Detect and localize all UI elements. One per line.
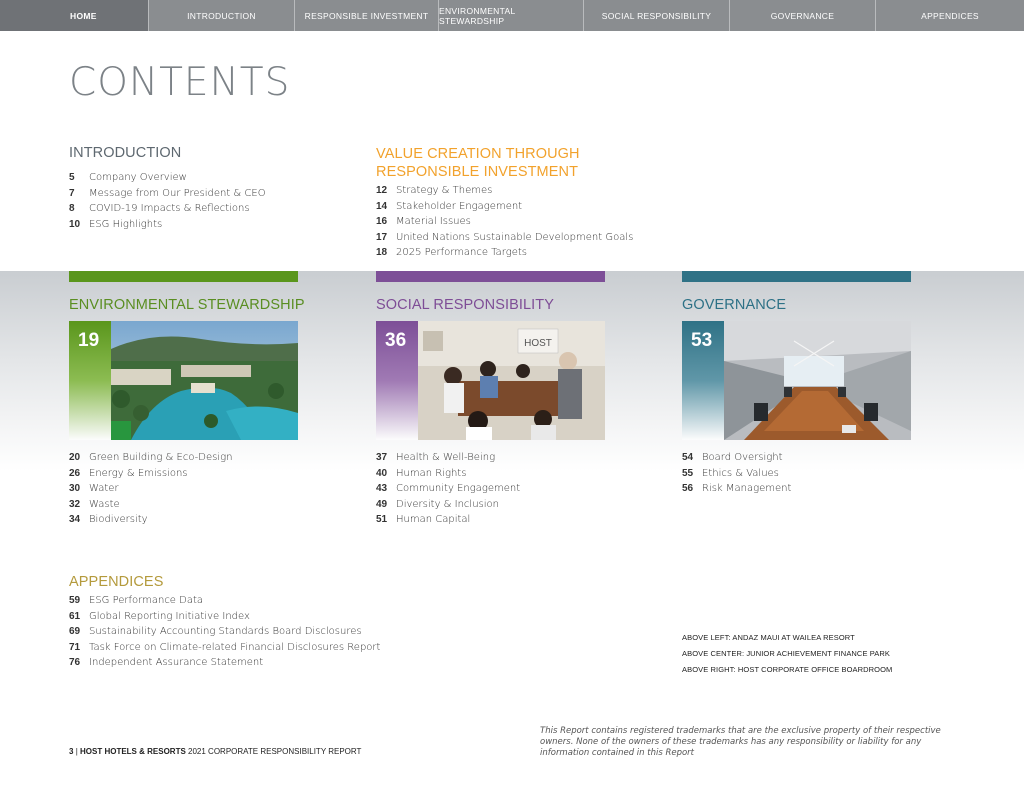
list-item[interactable] xyxy=(376,481,520,497)
trademark-disclaimer: This Report contains registered trademarks that are the exclusive property of their respective owners. None of the owners of these trademarks has any responsibility or liability for any information contained in this Report xyxy=(540,726,941,758)
host-sign-text: HOST xyxy=(524,338,552,349)
social-tile[interactable] xyxy=(376,321,605,440)
page-number: 69 xyxy=(69,626,81,638)
list-item[interactable] xyxy=(69,481,232,497)
item-label: Energy & Emissions xyxy=(89,467,188,479)
item-label: Green Building & Eco-Design xyxy=(89,452,233,463)
tab-responsible-investment[interactable]: RESPONSIBLE INVESTMENT xyxy=(295,0,439,31)
item-label: ESG Highlights xyxy=(89,218,163,230)
page-number: 18 xyxy=(376,247,388,259)
heading-value-creation[interactable] xyxy=(376,145,636,181)
page-number: 12 xyxy=(376,185,388,196)
list-item[interactable] xyxy=(69,624,380,640)
page-number: 14 xyxy=(376,200,388,212)
caption: ABOVE LEFT: ANDAZ MAUI AT WAILEA RESORT xyxy=(682,633,855,642)
tab-home[interactable]: HOME xyxy=(0,0,149,31)
item-label: 2025 Performance Targets xyxy=(396,247,527,259)
page-number: 55 xyxy=(682,467,694,479)
heading-line: VALUE CREATION THROUGH xyxy=(376,146,580,162)
page-number: 49 xyxy=(376,498,388,510)
page-number: 26 xyxy=(69,467,81,479)
heading-environmental-stewardship[interactable]: ENVIRONMENTAL STEWARDSHIP xyxy=(69,297,305,313)
page-number: 8 xyxy=(69,203,75,215)
page-number: 51 xyxy=(376,514,388,526)
item-label: Biodiversity xyxy=(89,514,148,526)
page-number: 37 xyxy=(376,452,388,463)
list-item[interactable] xyxy=(69,640,380,656)
environmental-color-bar xyxy=(69,271,298,282)
list-item[interactable] xyxy=(69,217,266,233)
heading-introduction[interactable]: INTRODUCTION xyxy=(69,145,182,161)
caption: ABOVE RIGHT: HOST CORPORATE OFFICE BOARDROOM xyxy=(682,665,893,674)
caption: ABOVE CENTER: JUNIOR ACHIEVEMENT FINANCE PARK xyxy=(682,649,891,658)
list-item[interactable] xyxy=(69,655,380,671)
list-item[interactable] xyxy=(69,466,232,482)
list-item[interactable] xyxy=(376,497,520,513)
list-item[interactable] xyxy=(69,201,266,217)
footer xyxy=(69,747,361,756)
tab-introduction[interactable]: INTRODUCTION xyxy=(149,0,295,31)
page-number: 54 xyxy=(682,452,694,463)
tile-page-number: 19 xyxy=(78,330,100,351)
heading-line: RESPONSIBLE INVESTMENT xyxy=(376,164,579,180)
item-label: United Nations Sustainable Development Goals xyxy=(396,231,634,243)
page-number: 7 xyxy=(69,187,75,199)
toc-introduction xyxy=(69,170,266,232)
item-label: Sustainability Accounting Standards Board Disclosures xyxy=(89,626,362,638)
toc-social xyxy=(376,450,520,528)
page-number: 76 xyxy=(69,657,81,669)
item-label: Strategy & Themes xyxy=(396,185,493,196)
heading-appendices[interactable]: APPENDICES xyxy=(69,574,164,590)
list-item[interactable] xyxy=(69,497,232,513)
page-number: 30 xyxy=(69,483,81,495)
toc-appendices xyxy=(69,593,380,671)
governance-color-bar xyxy=(682,271,911,282)
page-number: 20 xyxy=(69,452,81,463)
item-label: Ethics & Values xyxy=(702,467,779,479)
tile-page-number: 36 xyxy=(385,330,407,351)
item-label: COVID-19 Impacts & Reflections xyxy=(89,203,250,215)
tab-appendices[interactable]: APPENDICES xyxy=(921,10,979,21)
page-number: 56 xyxy=(682,483,694,495)
page-number: 10 xyxy=(69,218,81,230)
item-label: Human Rights xyxy=(396,467,467,479)
item-label: Board Oversight xyxy=(702,452,783,463)
page-title: CONTENTS xyxy=(69,60,291,105)
toc-governance xyxy=(682,450,791,497)
item-label: Diversity & Inclusion xyxy=(396,498,499,510)
page-number: 43 xyxy=(376,483,388,495)
list-item[interactable] xyxy=(69,593,380,609)
footer-separator: | xyxy=(75,747,78,756)
tab-governance[interactable]: GOVERNANCE xyxy=(730,0,876,31)
tile-page-number: 53 xyxy=(691,330,713,351)
item-label: Human Capital xyxy=(396,514,471,526)
item-label: Community Engagement xyxy=(396,483,521,495)
list-item[interactable] xyxy=(376,512,520,528)
page-number: 34 xyxy=(69,514,81,526)
page-number: 5 xyxy=(69,172,75,183)
page-number: 40 xyxy=(376,467,388,479)
item-label: Health & Well-Being xyxy=(396,452,496,463)
list-item[interactable] xyxy=(376,466,520,482)
toc-value-creation xyxy=(376,183,633,261)
page-number: 61 xyxy=(69,610,81,622)
list-item[interactable] xyxy=(69,186,266,202)
footer-page-number: 3 xyxy=(69,747,74,756)
photo-captions xyxy=(682,630,892,678)
list-item[interactable] xyxy=(682,481,791,497)
item-label: ESG Performance Data xyxy=(89,595,204,606)
item-label: Stakeholder Engagement xyxy=(396,200,523,212)
heading-governance[interactable]: GOVERNANCE xyxy=(682,297,787,313)
resort-photo xyxy=(111,321,298,440)
tab-social-responsibility[interactable]: SOCIAL RESPONSIBILITY xyxy=(584,0,730,31)
list-item[interactable] xyxy=(376,450,520,466)
governance-tile[interactable] xyxy=(682,321,911,440)
item-label: Company Overview xyxy=(89,172,187,183)
item-label: Global Reporting Initiative Index xyxy=(89,610,250,622)
item-label: Water xyxy=(89,483,119,495)
list-item[interactable] xyxy=(376,230,633,246)
list-item[interactable] xyxy=(69,450,232,466)
page-number: 16 xyxy=(376,216,388,228)
list-item[interactable] xyxy=(682,466,791,482)
list-item[interactable] xyxy=(376,183,633,199)
item-label: Waste xyxy=(89,498,120,510)
toc-environmental xyxy=(69,450,232,528)
list-item[interactable] xyxy=(376,214,633,230)
list-item[interactable] xyxy=(376,245,633,261)
heading-social-responsibility[interactable]: SOCIAL RESPONSIBILITY xyxy=(376,297,555,313)
tab-environmental-stewardship[interactable]: ENVIRONMENTAL STEWARDSHIP xyxy=(439,0,584,31)
item-label: Message from Our President & CEO xyxy=(89,187,266,199)
social-color-bar xyxy=(376,271,605,282)
boardroom-photo xyxy=(724,321,911,440)
list-item[interactable] xyxy=(376,199,633,215)
page-number: 32 xyxy=(69,498,81,510)
list-item[interactable] xyxy=(69,609,380,625)
list-item[interactable] xyxy=(69,170,266,186)
environmental-tile[interactable] xyxy=(69,321,298,440)
item-label: Risk Management xyxy=(702,483,792,495)
page-number: 59 xyxy=(69,595,81,606)
footer-company: HOST HOTELS & RESORTS xyxy=(80,747,186,756)
item-label: Independent Assurance Statement xyxy=(89,657,264,669)
page-number: 17 xyxy=(376,231,388,243)
page-number: 71 xyxy=(69,641,81,653)
top-nav xyxy=(0,0,1024,31)
classroom-photo xyxy=(418,321,605,440)
footer-report-title: 2021 CORPORATE RESPONSIBILITY REPORT xyxy=(188,747,362,756)
item-label: Task Force on Climate-related Financial Disclosures Report xyxy=(89,641,381,653)
list-item[interactable] xyxy=(682,450,791,466)
item-label: Material Issues xyxy=(396,216,471,228)
list-item[interactable] xyxy=(69,512,232,528)
